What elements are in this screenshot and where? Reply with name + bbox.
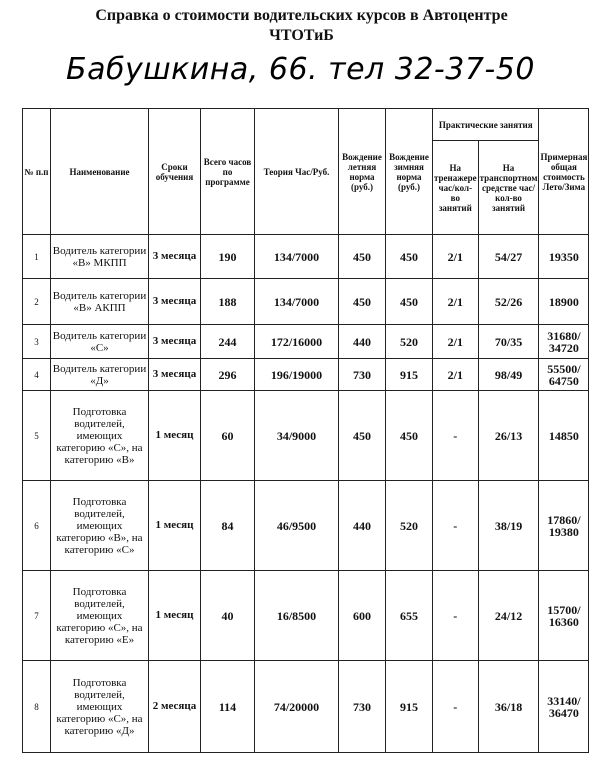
cell-winter: 520 [386, 481, 433, 571]
cell-name: Водитель категории «В» МКПП [51, 235, 149, 279]
cell-hours: 84 [201, 481, 255, 571]
cell-num: 2 [23, 279, 51, 325]
cell-term: 3 месяца [149, 235, 201, 279]
cell-name: Водитель категории «Д» [51, 359, 149, 391]
cell-cost: 33140/ 36470 [539, 661, 589, 753]
cell-cost: 31680/ 34720 [539, 325, 589, 359]
cell-name: Водитель категории «В» АКПП [51, 279, 149, 325]
cell-hours: 114 [201, 661, 255, 753]
cell-name: Подготовка водителей, имеющих категорию «С», на категорию «Д» [51, 661, 149, 753]
cell-term: 3 месяца [149, 279, 201, 325]
cell-winter: 450 [386, 235, 433, 279]
cell-vehicle: 24/12 [478, 571, 539, 661]
cell-term: 1 месяц [149, 391, 201, 481]
cell-winter: 915 [386, 359, 433, 391]
table-row [23, 571, 589, 661]
cell-summer: 730 [339, 359, 386, 391]
cell-theory: 134/7000 [255, 279, 339, 325]
cell-theory: 16/8500 [255, 571, 339, 661]
cell-vehicle: 54/27 [478, 235, 539, 279]
cell-hours: 60 [201, 391, 255, 481]
cell-trainer: - [433, 391, 479, 481]
cell-term: 3 месяца [149, 325, 201, 359]
cell-num: 7 [23, 571, 51, 661]
cell-name: Водитель категории «С» [51, 325, 149, 359]
col-header-name: Наименование [51, 109, 149, 235]
table-row [23, 481, 589, 571]
table-row [23, 391, 589, 481]
table-row [23, 661, 589, 753]
col-header-theory: Теория Час/Руб. [255, 109, 339, 235]
cell-cost: 15700/ 16360 [539, 571, 589, 661]
cell-name: Подготовка водителей, имеющих категорию «С», на категорию «В» [51, 391, 149, 481]
cell-theory: 134/7000 [255, 235, 339, 279]
cell-trainer: - [433, 571, 479, 661]
col-header-winter: Вождение зимняя норма (руб.) [386, 109, 433, 235]
page-title: Справка о стоимости водительских курсов в Автоцентре [95, 7, 508, 24]
cell-summer: 450 [339, 279, 386, 325]
cell-trainer: - [433, 661, 479, 753]
cell-summer: 450 [339, 391, 386, 481]
cell-cost: 17860/ 19380 [539, 481, 589, 571]
col-header-num: № п.п [23, 109, 51, 235]
col-header-trainer: На тренажере час/кол-во занятий [433, 141, 479, 235]
cell-num: 8 [23, 661, 51, 753]
cell-trainer: 2/1 [433, 359, 479, 391]
cell-vehicle: 36/18 [478, 661, 539, 753]
table-row [23, 235, 589, 279]
cell-hours: 296 [201, 359, 255, 391]
cell-num: 1 [23, 235, 51, 279]
cell-winter: 655 [386, 571, 433, 661]
cell-summer: 600 [339, 571, 386, 661]
cell-term: 3 месяца [149, 359, 201, 391]
page-subtitle: ЧТОТиБ [269, 27, 334, 44]
cell-theory: 172/16000 [255, 325, 339, 359]
cell-winter: 520 [386, 325, 433, 359]
cell-winter: 450 [386, 279, 433, 325]
cell-theory: 46/9500 [255, 481, 339, 571]
cell-vehicle: 38/19 [478, 481, 539, 571]
cell-trainer: 2/1 [433, 279, 479, 325]
col-header-hours: Всего часов по программе [201, 109, 255, 235]
cell-summer: 440 [339, 481, 386, 571]
cell-theory: 196/19000 [255, 359, 339, 391]
cell-term: 1 месяц [149, 481, 201, 571]
cell-cost: 18900 [539, 279, 589, 325]
cell-winter: 915 [386, 661, 433, 753]
cell-vehicle: 26/13 [478, 391, 539, 481]
cell-summer: 730 [339, 661, 386, 753]
cell-cost: 14850 [539, 391, 589, 481]
cell-trainer: 2/1 [433, 325, 479, 359]
cell-vehicle: 70/35 [478, 325, 539, 359]
cell-cost: 19350 [539, 235, 589, 279]
cell-num: 4 [23, 359, 51, 391]
cell-vehicle: 52/26 [478, 279, 539, 325]
cell-num: 6 [23, 481, 51, 571]
handwritten-address: Бабушкина, 66. тел 32-37-50 [66, 52, 535, 87]
cell-name: Подготовка водителей, имеющих категорию «В», на категорию «С» [51, 481, 149, 571]
col-header-cost: Примерная общая стоимость Лето/Зима [539, 109, 589, 235]
cell-trainer: - [433, 481, 479, 571]
cell-theory: 74/20000 [255, 661, 339, 753]
col-header-practical: Практические занятия [433, 109, 539, 141]
cell-term: 1 месяц [149, 571, 201, 661]
col-header-vehicle: На транспортном средстве час/кол-во занятий [478, 141, 539, 235]
cell-name: Подготовка водителей, имеющих категорию «С», на категорию «Е» [51, 571, 149, 661]
cell-num: 3 [23, 325, 51, 359]
cell-num: 5 [23, 391, 51, 481]
cell-hours: 244 [201, 325, 255, 359]
cell-cost: 55500/ 64750 [539, 359, 589, 391]
cell-summer: 440 [339, 325, 386, 359]
col-header-term: Сроки обучения [149, 109, 201, 235]
col-header-summer: Вождение летняя норма (руб.) [339, 109, 386, 235]
cell-term: 2 месяца [149, 661, 201, 753]
table-row [23, 325, 589, 359]
cell-vehicle: 98/49 [478, 359, 539, 391]
cell-summer: 450 [339, 235, 386, 279]
price-table [22, 108, 589, 753]
cell-theory: 34/9000 [255, 391, 339, 481]
table-row [23, 279, 589, 325]
cell-trainer: 2/1 [433, 235, 479, 279]
cell-hours: 40 [201, 571, 255, 661]
cell-hours: 188 [201, 279, 255, 325]
cell-hours: 190 [201, 235, 255, 279]
header-row [23, 109, 589, 141]
table-row [23, 359, 589, 391]
cell-winter: 450 [386, 391, 433, 481]
